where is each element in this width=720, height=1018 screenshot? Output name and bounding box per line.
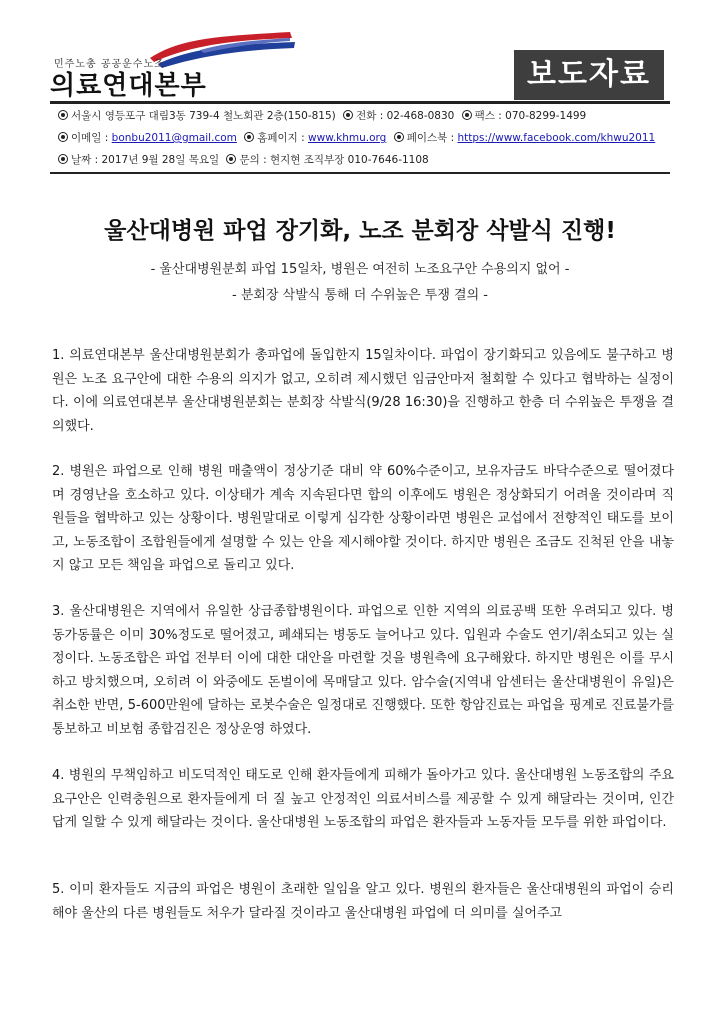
facebook-link[interactable]: https://www.facebook.com/khwu2011	[457, 132, 656, 144]
homepage-label: 홈페이지 :	[257, 132, 309, 144]
subtitle-1: - 울산대병원분회 파업 15일차, 병원은 여전히 노조요구안 수용의지 없어 -	[150, 262, 570, 277]
header	[50, 28, 670, 108]
bullet-icon	[58, 132, 68, 142]
address: 서울시 영등포구 대림3동 739-4 철노회관 2층(150-815)	[71, 110, 336, 122]
union-logo	[50, 28, 310, 100]
email-label: 이메일 :	[71, 132, 112, 144]
bullet-icon	[58, 110, 68, 120]
paragraph-5: 5. 이미 환자들도 지금의 파업은 병원이 초래한 일임을 알고 있다. 병원의 환자들은 울산대병원의 파업이 승리해야 울산의 다른 병원들도 처우가 달라질 것이라고 울산대병원 파업에 더 의미를 실어주고	[52, 882, 674, 921]
bullet-icon	[58, 154, 68, 164]
paragraph-1: 1. 의료연대본부 울산대병원분회가 총파업에 돌입한지 15일차이다. 파업이 장기화되고 있음에도 불구하고 병원은 노조 요구안에 대한 수용의 의지가 없고, 오히려 제시했던 임금안마저 철회할 수 있다고 협박하는 실정이다. 이에 의료연대본부 울산대병원분회는 분회장 삭발식(9/28 16:30)을 진행하고 한층 더 수위높은 투쟁을 결의했다.	[52, 348, 674, 434]
page-title: 울산대병원 파업 장기화, 노조 분회장 삭발식 진행!	[104, 218, 616, 244]
date: 날짜 : 2017년 9월 28일 목요일	[71, 154, 220, 166]
email-link[interactable]: bonbu2011@gmail.com	[111, 132, 237, 144]
paragraph-4: 4. 병원의 무책임하고 비도덕적인 태도로 인해 환자들에게 피해가 돌아가고 있다. 울산대병원 노동조합의 주요 요구안은 인력충원으로 환자들에게 더 질 높고 안정적인 의료서비스를 제공할 수 있게 해달라는 것이며, 인간답게 일할 수 있게 해달라는 것이다. 울산대병원 노동조합의 파업은 환자들과 노동자들 모두를 위한 파업이다.	[52, 768, 674, 830]
bullet-icon	[462, 110, 472, 120]
inquiry: 문의 : 현지현 조직부장 010-7646-1108	[239, 154, 429, 166]
bullet-icon	[226, 154, 236, 164]
bullet-icon	[343, 110, 353, 120]
bullet-icon	[394, 132, 404, 142]
paragraph-2: 2. 병원은 파업으로 인해 병원 매출액이 정상기준 대비 약 60%수준이고, 보유자금도 바닥수준으로 떨어졌다며 경영난을 호소하고 있다. 이상태가 계속 지속된다면 합의 이후에도 병원은 정상화되기 어려울 것이라며 직원들을 협박하고 있는 상황이다. 병원말대로 이렇게 심각한 상황이라면 병원은 교섭에서 전향적인 태도를 보이고, 노동조합이 조합원들에게 설명할 수 있는 안을 제시해야할 것이다. 하지만 병원은 조금도 진척된 안을 내놓지 않고 모든 책임을 파업으로 돌리고 있다.	[52, 464, 674, 573]
subtitle-2: - 분회장 삭발식 통해 더 수위높은 투쟁 결의 -	[232, 288, 488, 303]
press-release-badge: 보도자료	[514, 50, 664, 100]
phone: 전화 : 02-468-0830	[356, 110, 455, 122]
org-name: 의료연대본부	[50, 71, 207, 101]
contact-line-2	[58, 130, 655, 145]
header-rule-bottom	[50, 172, 670, 174]
fax: 팩스 : 070-8299-1499	[474, 110, 587, 122]
contact-line-3	[58, 152, 429, 167]
paragraph-3: 3. 울산대병원은 지역에서 유일한 상급종합병원이다. 파업으로 인한 지역의 의료공백 또한 우려되고 있다. 병동가동률은 이미 30%정도로 떨어졌고, 폐쇄되는 병동도 늘어나고 있다. 입원과 수술도 연기/취소되고 있는 실정이다. 노동조합은 파업 전부터 이에 대한 대안을 마련할 것을 병원측에 요구해왔다. 하지만 병원은 이를 무시하고 방치했으며, 오히려 이 와중에도 돈벌이에 목매달고 있다. 암수술(지역내 암센터는 울산대병원이 유일)은 취소한 반면, 5-600만원에 달하는 로봇수술은 일정대로 진행했다. 또한 항암진료는 파업을 핑계로 진료불가를 통보하고 비보험 종합검진은 정상운영 하였다.	[52, 604, 674, 737]
contact-line-1	[58, 108, 586, 123]
org-subtitle: 민주노총 공공운수노조	[54, 59, 165, 70]
facebook-label: 페이스북 :	[406, 132, 458, 144]
homepage-link[interactable]: www.khmu.org	[308, 132, 387, 144]
bullet-icon	[244, 132, 254, 142]
header-rule-top	[50, 101, 670, 104]
